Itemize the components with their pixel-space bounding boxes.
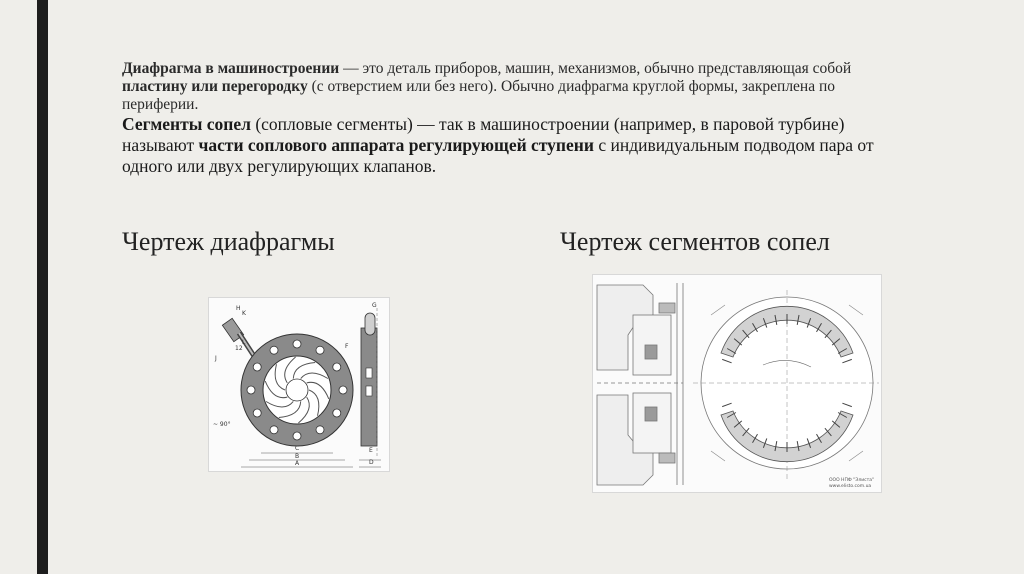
side-accent-bar <box>37 0 48 574</box>
diaphragm-drawing <box>208 297 390 472</box>
drawing-caption-site: www.elisto.com.ua <box>829 484 872 489</box>
dim-label-f: F <box>345 343 349 350</box>
bolt-hole <box>333 409 341 417</box>
bolt-hole <box>316 346 324 354</box>
dim-label-angle: ~ 90° <box>213 421 231 428</box>
bolt-hole <box>253 363 261 371</box>
diaphragm-term: Диафрагма в машиностроении <box>122 60 340 77</box>
diaphragm-bold-phrase: пластину или перегородку <box>122 78 308 95</box>
dim-label-g: G <box>372 302 377 309</box>
segments-section-view <box>597 283 683 485</box>
nozzle-segments-bold-phrase: части соплового аппарата регулирующей ступени <box>198 135 594 155</box>
bolt-hole <box>270 346 278 354</box>
diaphragm-definition: Диафрагма в машиностроении — это деталь приборов, машин, механизмов, обычно представляющая собой пластину или перегородку (с отверстием или без него). Обычно диафрагма круглой формы, закреплена по периферии. <box>122 60 852 113</box>
dim-label-l: L <box>242 339 246 346</box>
diaphragm-drawing-svg <box>209 298 389 471</box>
dim-label-k: K <box>242 310 246 317</box>
bolt-hole <box>253 409 261 417</box>
bolt-hole <box>339 386 347 394</box>
diaphragm-drawing-heading: Чертеж диафрагмы <box>122 227 335 256</box>
dim-label-h: H <box>236 305 241 312</box>
bolt-hole <box>293 432 301 440</box>
dimension-lines <box>241 453 381 467</box>
nozzle-segments-definition: Сегменты сопел (сопловые сегменты) — так в машиностроении (например, в паровой турбине) называют части соплового аппарата регулирующей ступени с индивидуальным подводом пара от одного или двух регулирующих клапанов. <box>122 114 874 176</box>
nozzle-segments-term: Сегменты сопел <box>122 114 251 134</box>
dim-label-c: C <box>295 445 300 452</box>
dim-label-d: D <box>369 459 374 466</box>
bolt-hole <box>333 363 341 371</box>
dim-label-12: 12 <box>235 345 243 352</box>
diaphragm-disc <box>241 334 353 446</box>
dim-label-b: B <box>295 453 300 460</box>
dim-label-e: E <box>369 447 373 454</box>
bolt-hole <box>293 340 301 348</box>
nozzle-segments-drawing <box>592 274 882 493</box>
bolt-hole <box>270 426 278 434</box>
bolt-hole <box>247 386 255 394</box>
bolt-hole <box>316 426 324 434</box>
drawing-caption-company: ООО НПФ "Элиста" <box>829 478 875 483</box>
definitions-text <box>122 60 882 177</box>
segments-drawing-heading: Чертеж сегментов сопел <box>560 227 830 256</box>
dim-label-j: J <box>215 355 217 362</box>
segments-front-view <box>693 290 879 480</box>
nozzle-segments-drawing-svg <box>593 275 881 492</box>
diaphragm-side-view <box>361 308 377 458</box>
dim-label-a: A <box>295 460 300 467</box>
